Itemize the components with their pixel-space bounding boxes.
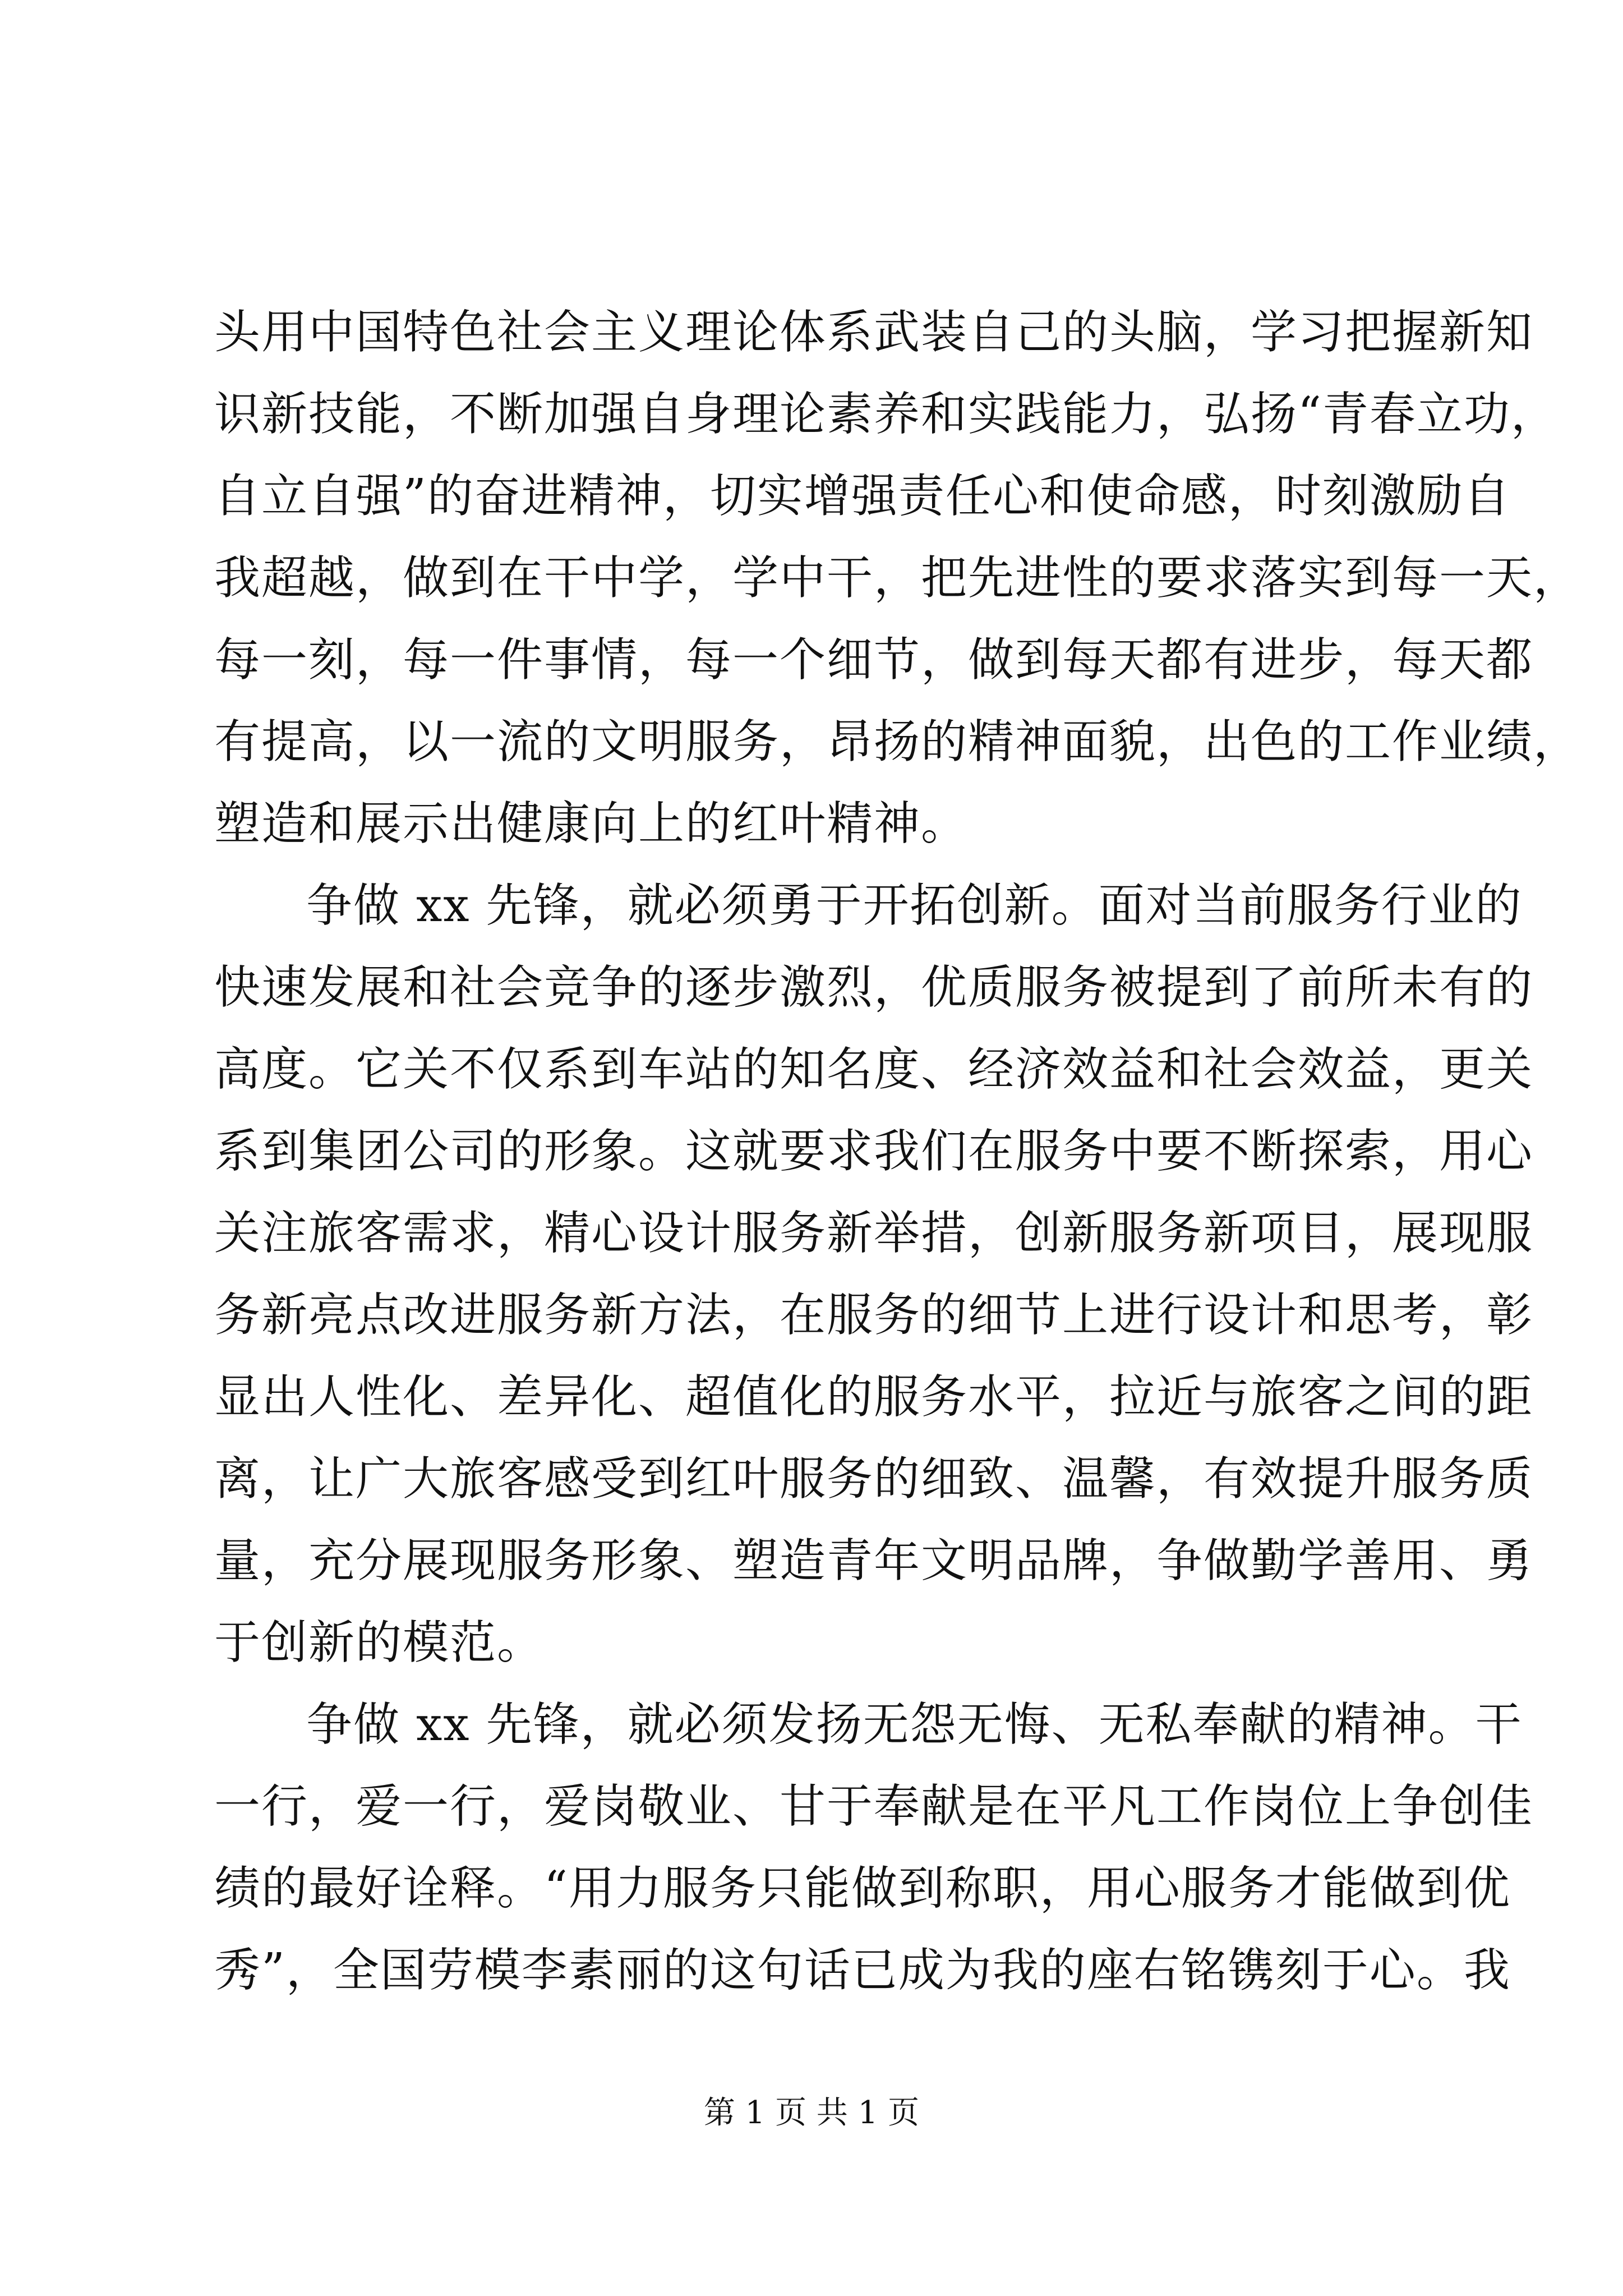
text-line: 塑造和展示出健康向上的红叶精神。 [214,797,969,850]
text-line: 离，让广大旅客感受到红叶服务的细致、温馨，有效提升服务质 [214,1452,1534,1506]
page-footer: 第 1 页 共 1 页 [703,2095,920,2131]
text-line: 务新亮点改进服务新方法，在服务的细节上进行设计和思考，彰 [214,1289,1534,1342]
text-line: 每一刻，每一件事情，每一个细节，做到每天都有进步，每天都 [214,633,1534,687]
text-line: 秀”，全国劳模李素丽的这句话已成为我的座右铭镌刻于心。我 [214,1944,1511,1997]
text-line: 量，充分展现服务形象、塑造青年文明品牌，争做勤学善用、勇 [214,1534,1534,1588]
text-line: 争做 xx 先锋，就必须发扬无怨无悔、无私奉献的精神。干 [306,1698,1523,1751]
text-line: 一行，爱一行，爱岗敬业、甘于奉献是在平凡工作岗位上争创佳 [214,1780,1534,1833]
text-line: 头用中国特色社会主义理论体系武装自己的头脑，学习把握新知 [214,306,1534,359]
text-line: 自立自强”的奋进精神，切实增强责任心和使命感，时刻激励自 [214,470,1511,523]
text-line: 我超越，做到在干中学，学中干，把先进性的要求落实到每一天， [214,551,1581,605]
text-line: 争做 xx 先锋，就必须勇于开拓创新。面对当前服务行业的 [306,879,1523,932]
text-line: 快速发展和社会竞争的逐步激烈，优质服务被提到了前所未有的 [214,961,1534,1014]
text-line: 识新技能，不断加强自身理论素养和实践能力，弘扬“青春立功， [214,388,1558,441]
paragraph [214,292,1581,865]
text-line: 显出人性化、差异化、超值化的服务水平，拉近与旅客之间的距 [214,1370,1534,1424]
text-line: 于创新的模范。 [214,1616,545,1669]
document-body [214,292,1581,2012]
text-line: 绩的最好诠释。“用力服务只能做到称职，用心服务才能做到优 [214,1862,1511,1915]
text-line: 系到集团公司的形象。这就要求我们在服务中要不断探索，用心 [214,1125,1534,1178]
text-line: 高度。它关不仅系到车站的知名度、经济效益和社会效益，更关 [214,1043,1534,1096]
text-line: 关注旅客需求，精心设计服务新举措，创新服务新项目，展现服 [214,1207,1534,1260]
text-line: 有提高，以一流的文明服务，昂扬的精神面貌，出色的工作业绩， [214,715,1581,769]
paragraph [214,865,1534,1684]
paragraph [214,1684,1534,2012]
